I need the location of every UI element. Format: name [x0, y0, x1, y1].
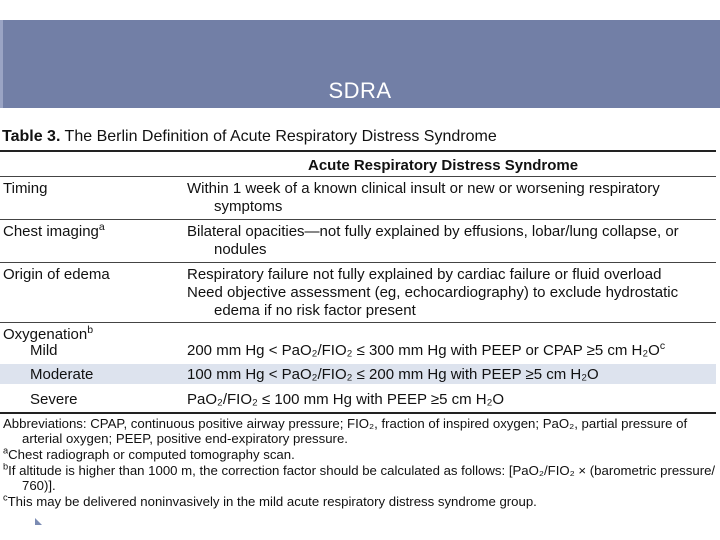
table-number: Table 3. [2, 128, 61, 145]
edema-text-3: edema if no risk factor present [214, 302, 416, 319]
chest-imaging-text-1: Bilateral opacities—not fully explained by effusions, lobar/lung collapse, or [187, 223, 679, 240]
row-rule [0, 262, 716, 263]
column-header: Acute Respiratory Distress Syndrome [308, 157, 579, 174]
oxygenation-mild-criteria [187, 342, 665, 360]
timing-text-1: Within 1 week of a known clinical insult or new or worsening respiratory [187, 180, 660, 197]
footnote-a-marker: a [98, 221, 105, 233]
mild-criteria-text: 200 mm Hg < PaO₂/FIO₂ ≤ 300 mm Hg with PEEP or CPAP ≥5 cm H₂O [187, 342, 660, 359]
table-bottom-rule [0, 412, 716, 414]
footnote-a-mark: a [3, 445, 9, 456]
footnote-b-marker: b [87, 324, 94, 336]
timing-text-2: symptoms [214, 198, 283, 215]
row-label-timing: Timing [3, 180, 48, 197]
footnote-c [3, 494, 537, 510]
table-title-text: The Berlin Definition of Acute Respiratory Distress Syndrome [64, 128, 497, 145]
row-rule [0, 219, 716, 220]
header-rule [0, 176, 716, 177]
oxygenation-mild-label: Mild [30, 342, 58, 359]
footnote-c-marker: c [659, 340, 666, 352]
slide-corner-mark [35, 518, 42, 525]
chest-imaging-label: Chest imaging [3, 223, 99, 240]
chest-imaging-text-2: nodules [214, 241, 267, 258]
footnote-c-mark: c [3, 492, 8, 503]
oxygenation-moderate-criteria: 100 mm Hg < PaO₂/FIO₂ ≤ 200 mm Hg with PEEP ≥5 cm H₂O [187, 366, 599, 383]
footnote-a [3, 447, 295, 463]
row-label-chest-imaging [3, 223, 105, 241]
row-label-origin-of-edema: Origin of edema [3, 266, 110, 283]
slide-title: SDRA [328, 78, 392, 103]
footnote-a-text: Chest radiograph or computed tomography scan. [8, 447, 295, 462]
oxygenation-moderate-label: Moderate [30, 366, 94, 383]
footnote-b-text-1: If altitude is higher than 1000 m, the correction factor should be calculated as follows: [PaO₂/FIO₂ × (barometric pressure/ [8, 463, 716, 478]
oxygenation-severe-label: Severe [30, 391, 78, 408]
oxygenation-label: Oxygenation [3, 326, 88, 343]
edema-text-1: Respiratory failure not fully explained by cardiac failure or fluid overload [187, 266, 662, 283]
footnote-b-text-2: 760)]. [22, 478, 56, 493]
table-top-rule [0, 150, 716, 152]
footnote-b-mark: b [3, 461, 9, 472]
table-title [2, 128, 497, 146]
abbreviations-line-2: arterial oxygen; PEEP, positive end-expiratory pressure. [22, 431, 348, 446]
footnote-c-text: This may be delivered noninvasively in the mild acute respiratory distress syndrome group. [7, 494, 537, 509]
row-rule [0, 322, 716, 323]
footnote-b [3, 463, 715, 479]
abbreviations-line-1: Abbreviations: CPAP, continuous positive airway pressure; FIO₂, fraction of inspired oxygen; PaO₂, partial pressure of [3, 416, 688, 431]
title-banner [0, 20, 720, 108]
oxygenation-severe-criteria: PaO₂/FIO₂ ≤ 100 mm Hg with PEEP ≥5 cm H₂O [187, 391, 505, 408]
edema-text-2: Need objective assessment (eg, echocardiography) to exclude hydrostatic [187, 284, 679, 301]
